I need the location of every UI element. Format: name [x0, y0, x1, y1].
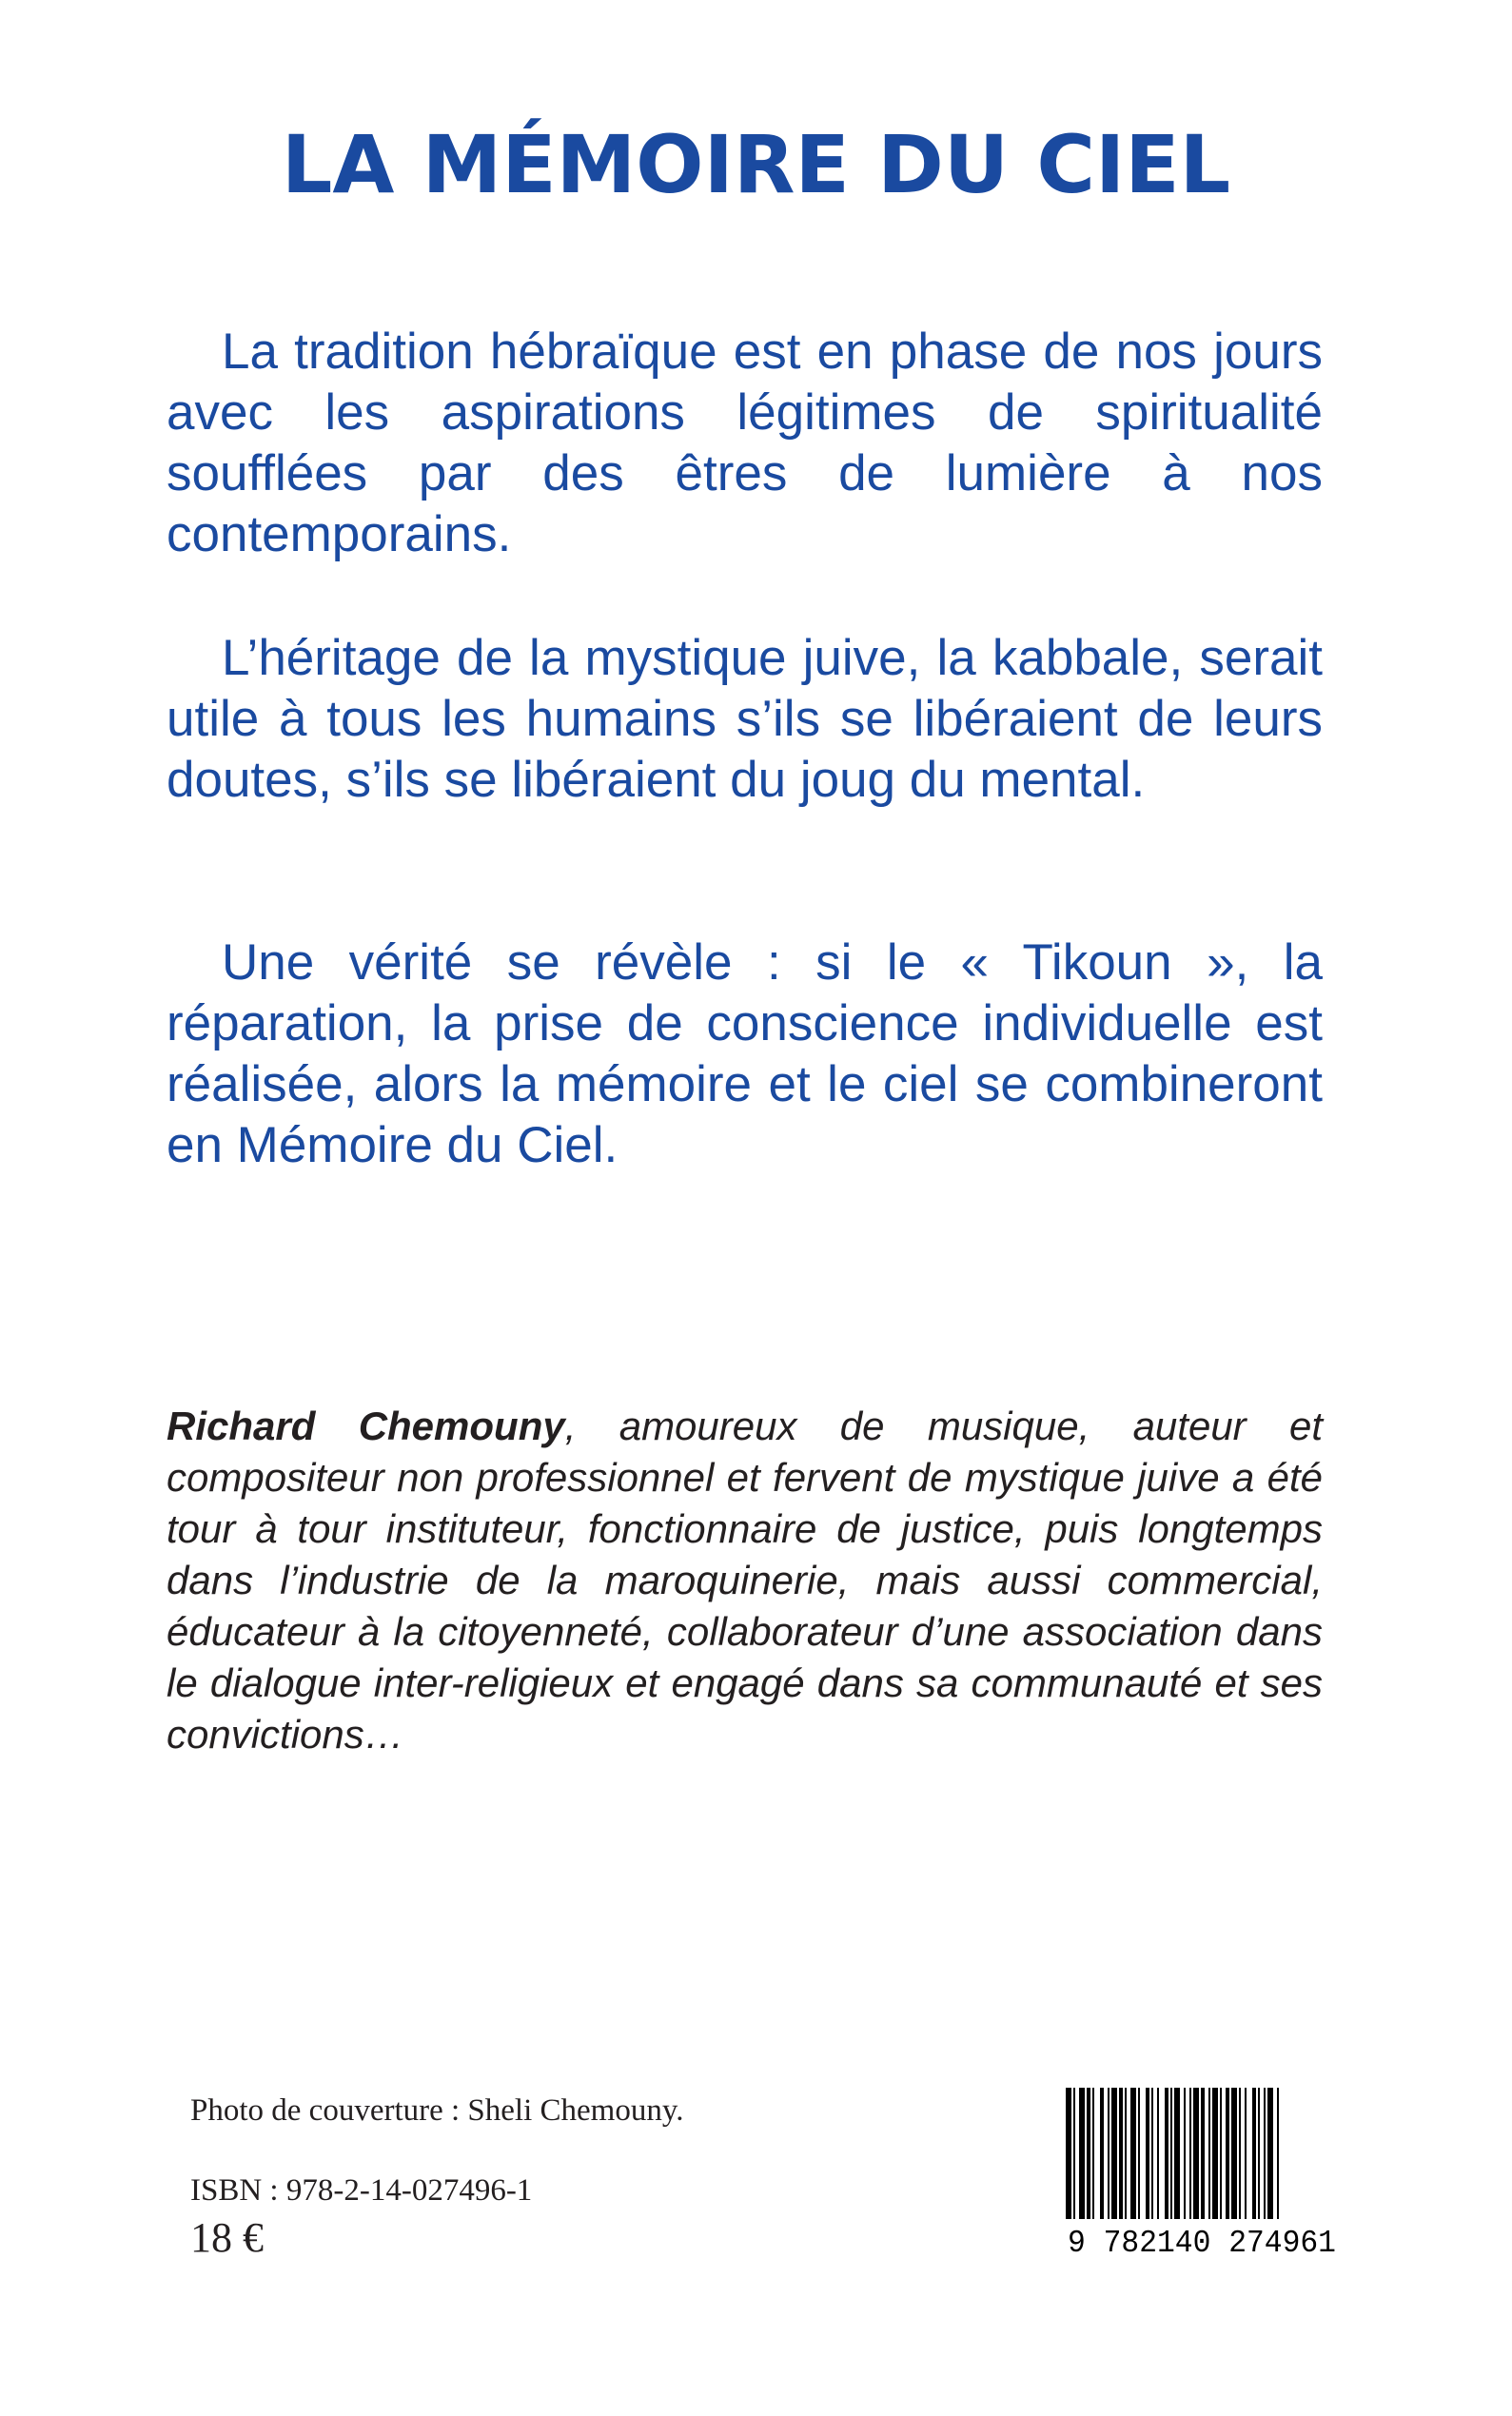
- price: 18 €: [190, 2214, 264, 2261]
- barcode-bar: [1165, 2088, 1168, 2219]
- barcode-bar: [1108, 2088, 1109, 2219]
- barcode-bar: [1231, 2088, 1237, 2219]
- barcode-bar: [1092, 2088, 1094, 2219]
- photo-credit: Photo de couverture : Sheli Chemouny.: [190, 2093, 684, 2128]
- barcode-bar: [1264, 2088, 1266, 2219]
- barcode-bar: [1212, 2088, 1218, 2219]
- barcode-bar: [1100, 2088, 1104, 2219]
- barcode-bar: [1245, 2088, 1247, 2219]
- book-title: LA MÉMOIRE DU CIEL: [281, 118, 1231, 211]
- blurb-paragraph-1: La tradition hébraïque est en phase de nos jours avec les aspirations légitimes de spiritualité soufflées par des êtres de lumière à nos contemporains.: [167, 324, 1323, 562]
- barcode-bar: [1220, 2088, 1222, 2219]
- blurb-paragraph-3: Une vérité se révèle : si le « Tikoun », la réparation, la prise de conscience individuelle est réalisée, alors la mémoire et le ciel se combineront en Mémoire du Ciel.: [167, 934, 1323, 1173]
- barcode-bar: [1174, 2088, 1180, 2219]
- barcode-bar: [1138, 2088, 1140, 2219]
- barcode-bar: [1189, 2088, 1191, 2219]
- barcode-bar: [1193, 2088, 1199, 2219]
- barcode-bar: [1079, 2088, 1085, 2219]
- barcode-bar: [1125, 2088, 1127, 2219]
- barcode: [1064, 2088, 1340, 2257]
- barcode-bar: [1066, 2088, 1071, 2219]
- barcode-bar: [1239, 2088, 1241, 2219]
- barcode-bars: [1066, 2088, 1279, 2219]
- isbn: ISBN : 978-2-14-027496-1: [190, 2173, 533, 2208]
- barcode-bar: [1208, 2088, 1210, 2219]
- barcode-bar: [1252, 2088, 1256, 2219]
- barcode-bar: [1119, 2088, 1123, 2219]
- barcode-bar: [1087, 2088, 1090, 2219]
- author-name: Richard Chemouny: [167, 1404, 565, 1448]
- barcode-bar: [1157, 2088, 1159, 2219]
- barcode-bar: [1073, 2088, 1075, 2219]
- barcode-bar: [1130, 2088, 1136, 2219]
- barcode-bar: [1226, 2088, 1229, 2219]
- barcode-bar: [1258, 2088, 1260, 2219]
- barcode-bar: [1201, 2088, 1205, 2219]
- author-bio: [167, 1401, 1323, 1760]
- barcode-bar: [1277, 2088, 1279, 2219]
- blurb-paragraph-2: L’héritage de la mystique juive, la kabbale, serait utile à tous les humains s’ils se libéraient de leurs doutes, s’ils se libéraient du joug du mental.: [167, 630, 1323, 808]
- barcode-bar: [1151, 2088, 1153, 2219]
- barcode-bar: [1146, 2088, 1149, 2219]
- barcode-bar: [1184, 2088, 1186, 2219]
- barcode-bar: [1267, 2088, 1273, 2219]
- barcode-bar: [1111, 2088, 1117, 2219]
- barcode-bar: [1170, 2088, 1172, 2219]
- barcode-digits: 9 782140 274961: [1068, 2226, 1336, 2257]
- author-bio-text: , amoureux de musique, auteur et compositeur non professionnel et fervent de mystique juive a été tour à tour instituteur, fonctionnaire de justice, puis longtemps dans l’industrie de la maroquinerie, mais aussi commercial, éducateur à la citoyenneté, collaborateur d’une association dans le dialogue inter-religieux et engagé dans sa communauté et ses convictions…: [167, 1404, 1324, 1757]
